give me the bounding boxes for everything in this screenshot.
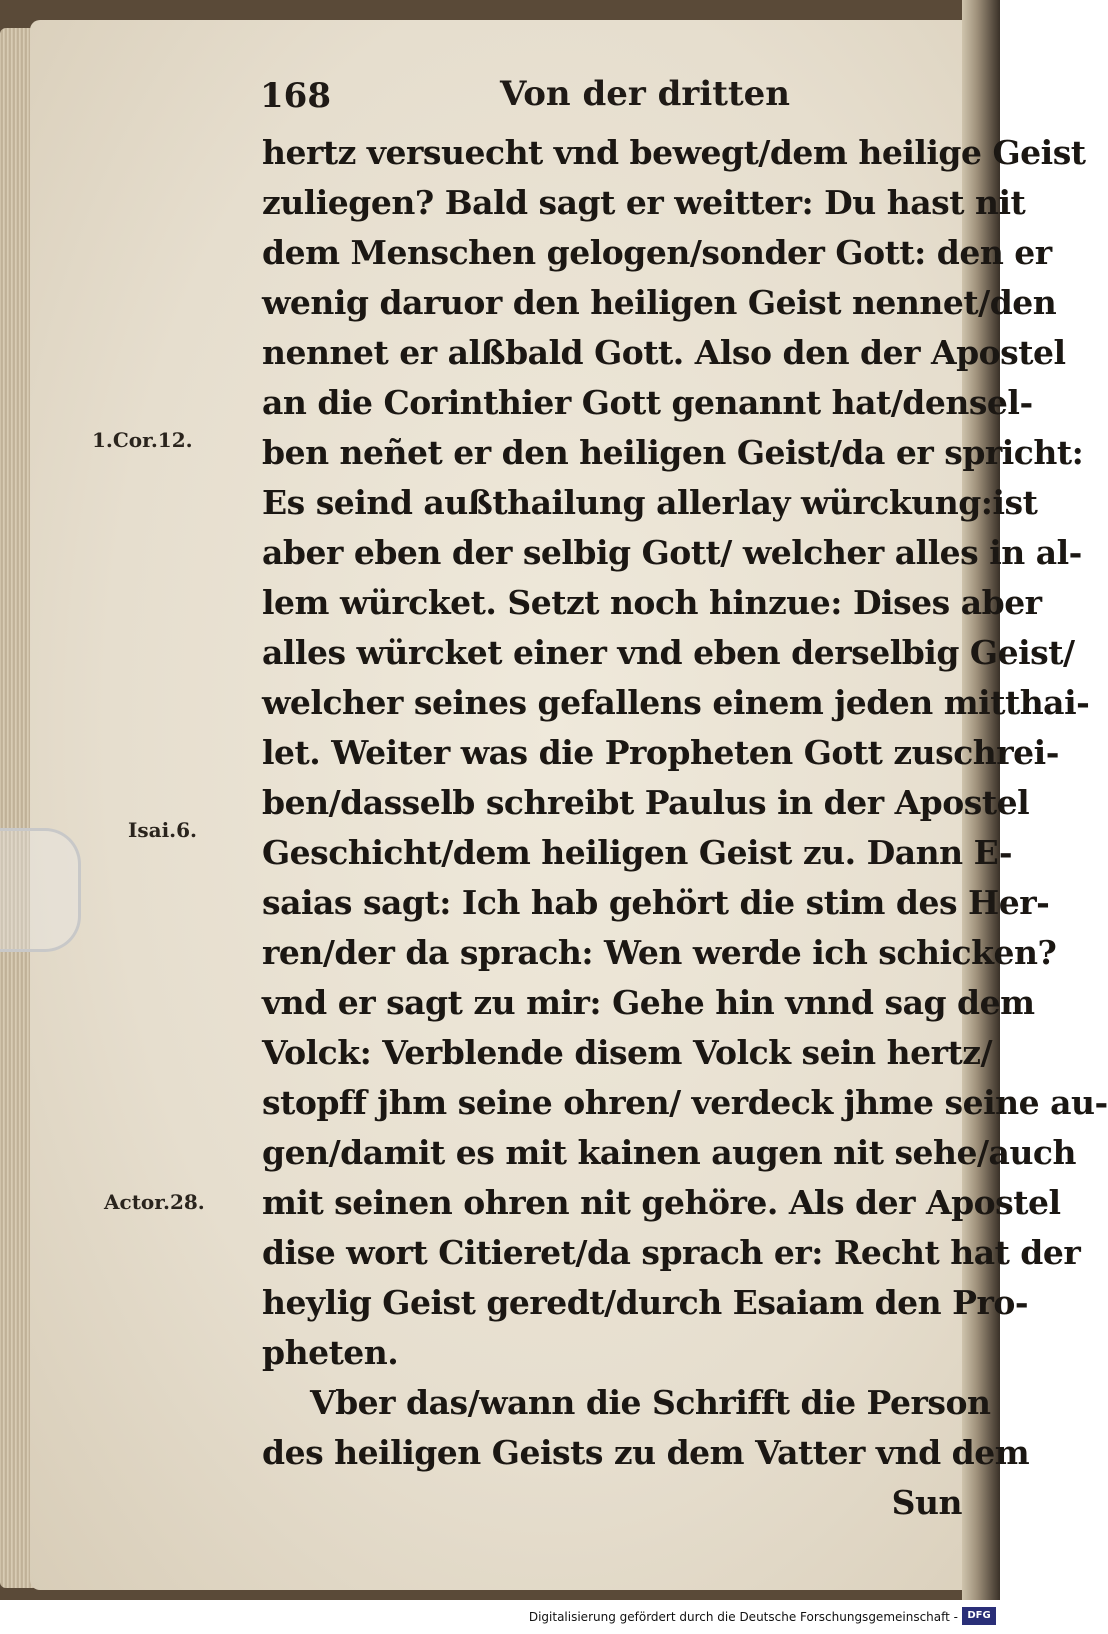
- text-line: nennet er alßbald Gott. Also den der Apostel: [262, 333, 1066, 372]
- text-line: lem würcket. Setzt noch hinzue: Dises aber: [262, 583, 1042, 622]
- margin-note-isaiah: Isai.6.: [128, 818, 198, 842]
- page-number: 168: [260, 76, 331, 116]
- text-line: saias sagt: Ich hab gehört die stim des Her-: [262, 883, 1050, 922]
- text-line: alles würcket einer vnd eben derselbig Geist/: [262, 633, 1075, 672]
- funding-credit: Digitalisierung gefördert durch die Deutsche Forschungsgemeinschaft -: [528, 1610, 958, 1624]
- text-line: zuliegen? Bald sagt er weitter: Du hast nit: [262, 183, 1026, 222]
- margin-note-corinthians: 1.Cor.12.: [92, 428, 193, 452]
- text-line: an die Corinthier Gott genannt hat/densel-: [262, 383, 1033, 422]
- footer-bar: [0, 1600, 1000, 1634]
- text-line: wenig daruor den heiligen Geist nennet/den: [262, 283, 1057, 322]
- text-line: stopff jhm seine ohren/ verdeck jhme seine au-: [262, 1083, 1108, 1122]
- text-line: Vber das/wann die Schrifft die Person: [310, 1383, 991, 1422]
- text-line: welcher seines gefallens einem jeden mitthai-: [262, 683, 1090, 722]
- text-line: Es seind außthailung allerlay würckung:ist: [262, 483, 1038, 522]
- text-line: dem Menschen gelogen/sonder Gott: den er: [262, 233, 1052, 272]
- dfg-logo-icon: DFG: [962, 1607, 996, 1625]
- body-text: [262, 128, 1108, 1528]
- running-title: Von der dritten: [500, 74, 791, 114]
- text-line: let. Weiter was die Propheten Gott zuschrei-: [262, 733, 1059, 772]
- text-line: Volck: Verblende disem Volck sein hertz/: [262, 1033, 993, 1072]
- text-line: ren/der da sprach: Wen werde ich schicken?: [262, 933, 1057, 972]
- text-line: dise wort Citieret/da sprach er: Recht hat der: [262, 1233, 1081, 1272]
- text-line: Geschicht/dem heiligen Geist zu. Dann E-: [262, 833, 1013, 872]
- text-line: hertz versuecht vnd bewegt/dem heilige Geist: [262, 133, 1086, 172]
- page-header: [260, 70, 960, 126]
- text-line: aber eben der selbig Gott/ welcher alles in al-: [262, 533, 1082, 572]
- text-line: vnd er sagt zu mir: Gehe hin vnnd sag dem: [262, 983, 1035, 1022]
- page-clip: [0, 828, 81, 952]
- text-line: pheten.: [262, 1333, 399, 1372]
- text-line: mit seinen ohren nit gehöre. Als der Apostel: [262, 1183, 1061, 1222]
- text-line: Sun: [891, 1483, 962, 1522]
- text-line: ben neñet er den heiligen Geist/da er spricht:: [262, 433, 1084, 472]
- margin-note-acts: Actor.28.: [104, 1190, 205, 1214]
- text-line: gen/damit es mit kainen augen nit sehe/auch: [262, 1133, 1077, 1172]
- text-line: des heiligen Geists zu dem Vatter vnd dem: [262, 1433, 1030, 1472]
- text-line: heylig Geist geredt/durch Esaiam den Pro-: [262, 1283, 1029, 1322]
- text-line: ben/dasselb schreibt Paulus in der Apostel: [262, 783, 1030, 822]
